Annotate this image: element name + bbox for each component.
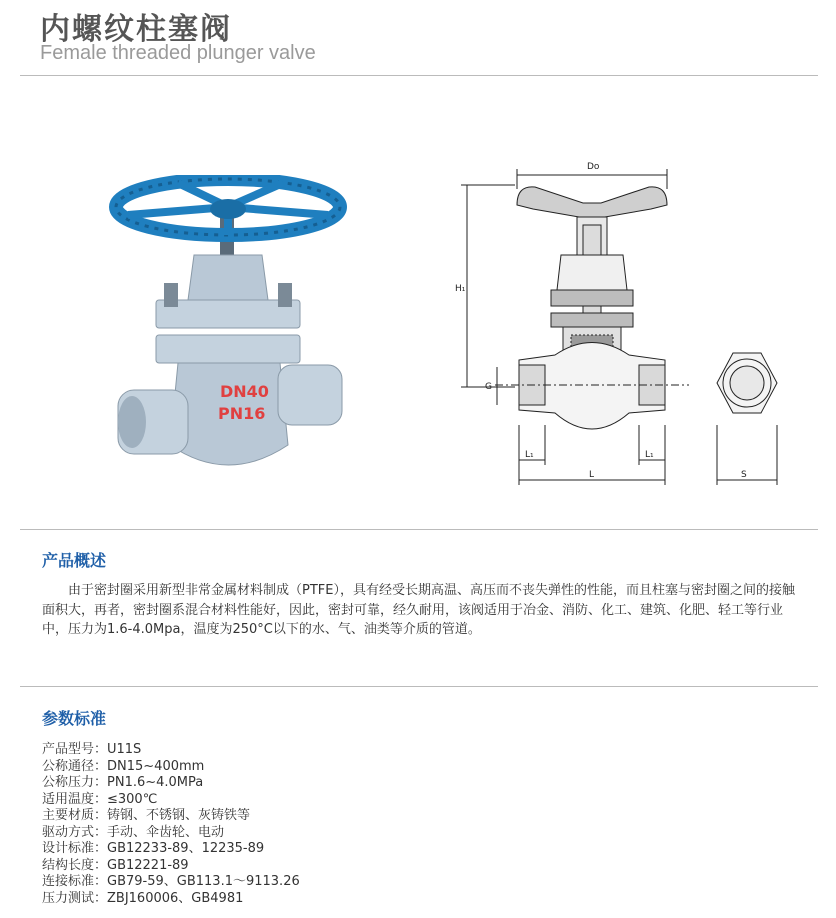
param-row-model: 产品型号：U11S — [42, 742, 142, 757]
label-l: L — [589, 470, 595, 480]
overview-heading: 产品概述 — [42, 551, 107, 570]
section-divider — [20, 686, 818, 687]
dimension-drawing — [455, 155, 795, 490]
product-photo — [108, 175, 348, 499]
drawing-handwheel — [517, 187, 667, 217]
drawing-flange — [551, 290, 633, 306]
param-row-drive: 驱动方式：手动、伞齿轮、电动 — [42, 824, 225, 840]
page-subtitle: Female threaded plunger valve — [40, 42, 316, 64]
valve-bonnet — [188, 255, 268, 300]
param-row-design-standard: 设计标准：GB12233-89、12235-89 — [42, 841, 265, 856]
params-list — [42, 742, 300, 907]
param-row-length: 结构长度：GB12221-89 — [42, 857, 189, 873]
label-h1: H₁ — [455, 284, 466, 294]
technical-drawing — [455, 155, 795, 494]
label-l1-right: L₁ — [645, 450, 654, 460]
valve-outlet — [278, 365, 342, 425]
param-row-diameter: 公称通径：DN15~400mm — [42, 758, 205, 774]
image-divider — [20, 529, 818, 530]
params-heading: 参数标准 — [42, 709, 107, 728]
label-do: Do — [587, 162, 600, 172]
overview-text: 由于密封圈采用新型非常金属材料制成（PTFE），具有经受长期高温、高压而不丧失弹性的性能，而且柱塞与密封圈之间的接触面积大，再者，密封圈系混合材料性能好，因此，密封可靠，经久耐用，该阀适用于冶金、消防、化工、建筑、化肥、轻工等行业中，压力为1.6-4.0Mpa，温度为250°C以下的水、气、油类等介质的管道。 — [42, 583, 795, 637]
page-title: 内螺纹柱塞阀 — [40, 12, 232, 47]
valve-photo-illustration — [108, 175, 348, 495]
param-row-pressure-test: 压力测试：ZBJ160006、GB4981 — [42, 890, 244, 906]
label-s: S — [741, 470, 747, 480]
param-row-material: 主要材质：铸钢、不锈钢、灰铸铁等 — [42, 808, 251, 823]
label-g: G — [485, 382, 492, 392]
marking-pressure: PN16 — [218, 404, 266, 423]
valve-flange-bottom — [156, 335, 300, 363]
marking-size: DN40 — [220, 382, 269, 401]
header-divider — [20, 75, 818, 76]
handwheel-hub — [210, 199, 246, 219]
param-row-temperature: 适用温度：≤300℃ — [42, 791, 158, 807]
param-row-connection: 连接标准：GB79-59、GB113.1～9113.26 — [42, 874, 300, 889]
param-row-pressure: 公称压力：PN1.6~4.0MPa — [42, 775, 204, 790]
label-l1-left: L₁ — [525, 450, 534, 460]
